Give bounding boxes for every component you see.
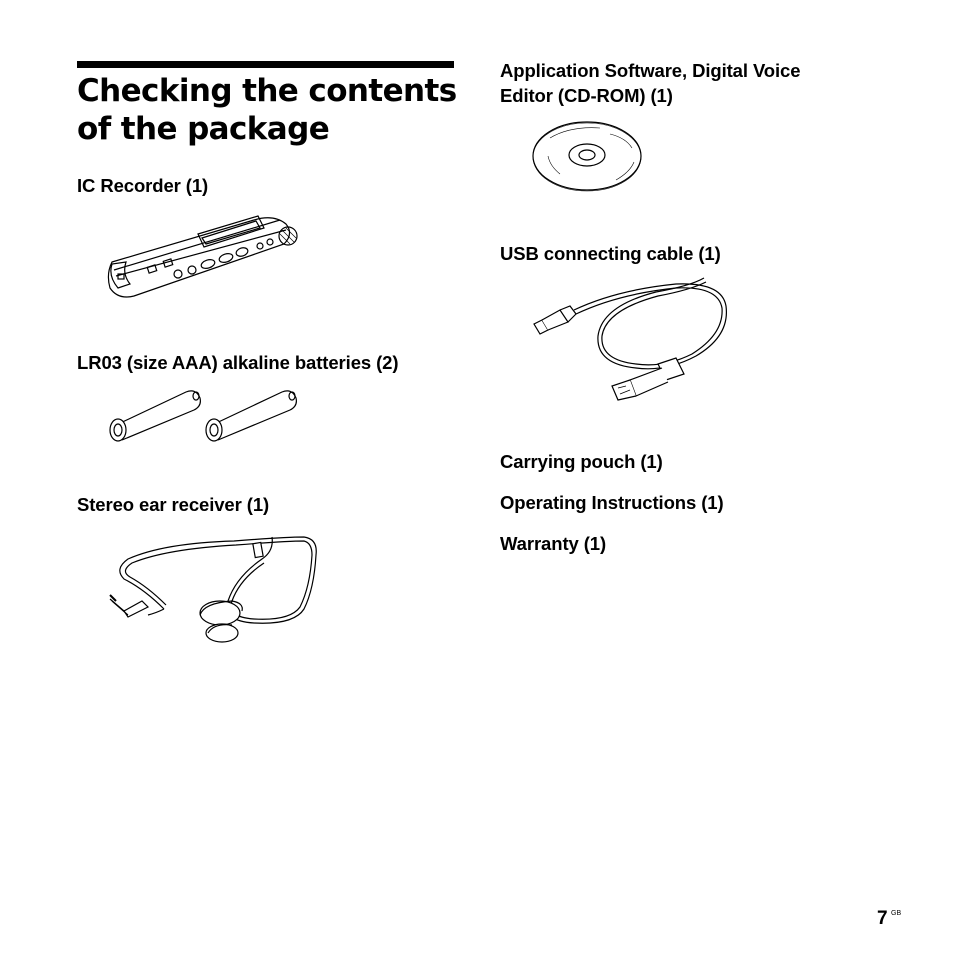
item-software-line-1: Application Software, Digital Voice — [500, 60, 801, 81]
usb-cable-icon — [526, 276, 732, 402]
ic-recorder-icon — [104, 204, 304, 300]
page-title-line-1: Checking the contents — [77, 73, 457, 109]
item-ear-receiver: Stereo ear receiver (1) — [77, 494, 270, 515]
page-number-suffix: GB — [891, 910, 902, 917]
item-usb-cable: USB connecting cable (1) — [500, 243, 721, 264]
heading-rule — [77, 61, 454, 68]
item-warranty: Warranty (1) — [500, 533, 607, 554]
page-title — [77, 72, 457, 148]
earphones-icon — [104, 529, 324, 647]
item-batteries: LR03 (size AAA) alkaline batteries (2) — [77, 352, 399, 373]
page-title-line-2: of the package — [77, 111, 330, 147]
item-operating-instructions: Operating Instructions (1) — [500, 492, 724, 513]
battery-icon — [104, 382, 304, 442]
item-carrying-pouch: Carrying pouch (1) — [500, 451, 663, 472]
item-ic-recorder: IC Recorder (1) — [77, 175, 209, 196]
page-number: 7 — [877, 908, 888, 929]
item-software-line-2: Editor (CD-ROM) (1) — [500, 85, 673, 106]
cd-rom-icon — [530, 118, 644, 194]
